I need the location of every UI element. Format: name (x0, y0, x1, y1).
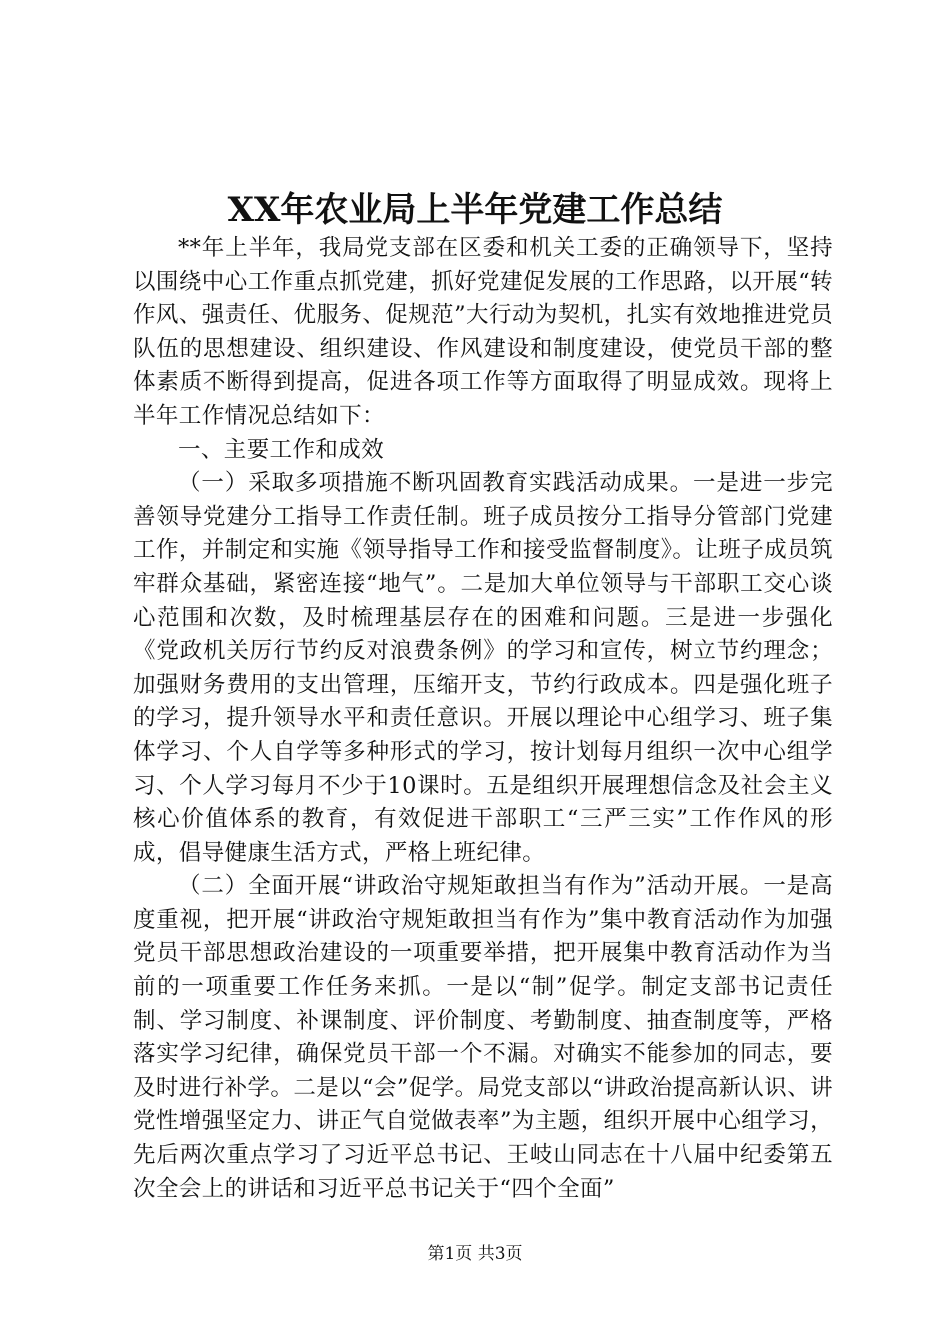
body-paragraph: （二）全面开展“讲政治守规矩敢担当有作为”活动开展。一是高度重视，把开展“讲政治守规矩敢担当有作为”集中教育活动作为加强党员干部思想政治建设的一项重要举措，把开展集中教育活动作为当前的一项重要工作任务来抓。一是以“制”促学。制定支部书记责任制、学习制度、补课制度、评价制度、考勤制度、抽查制度等，严格落实学习纪律，确保党员干部一个不漏。对确实不能参加的同志，要及时进行补学。二是以“会”促学。局党支部以“讲政治提高新认识、讲党性增强坚定力、讲正气自觉做表率”为主题，组织开展中心组学习，先后两次重点学习了习近平总书记、王岐山同志在十八届中纪委第五次全会上的讲话和习近平总书记关于“四个全面” (133, 873, 833, 1202)
section-heading: 一、主要工作和成效 (178, 436, 385, 463)
document-title: XX年农业局上半年党建工作总结 (227, 190, 723, 230)
page-footer: 第1页 共3页 (427, 1244, 523, 1264)
document-body (133, 232, 833, 1206)
body-paragraph: （一）采取多项措施不断巩固教育实践活动成果。一是进一步完善领导党建分工指导工作责任制。班子成员按分工指导分管部门党建工作，并制定和实施《领导指导工作和接受监督制度》。让班子成员筑牢群众基础，紧密连接“地气”。二是加大单位领导与干部职工交心谈心范围和次数，及时梳理基层存在的困难和问题。三是进一步强化《党政机关厉行节约反对浪费条例》的学习和宣传，树立节约理念；加强财务费用的支出管理，压缩开支，节约行政成本。四是强化班子的学习，提升领导水平和责任意识。开展以理论中心组学习、班子集体学习、个人自学等多种形式的学习，按计划每月组织一次中心组学习、个人学习每月不少于10课时。五是组织开展理想信念及社会主义核心价值体系的教育，有效促进干部职工“三严三实”工作作风的形成，倡导健康生活方式，严格上班纪律。 (133, 470, 833, 866)
intro-paragraph: **年上半年，我局党支部在区委和机关工委的正确领导下，坚持以围绕中心工作重点抓党建，抓好党建促发展的工作思路，以开展“转作风、强责任、优服务、促规范”大行动为契机，扎实有效地推进党员队伍的思想建设、组织建设、作风建设和制度建设，使党员干部的整体素质不断得到提高，促进各项工作等方面取得了明显成效。现将上半年工作情况总结如下： (133, 235, 833, 429)
